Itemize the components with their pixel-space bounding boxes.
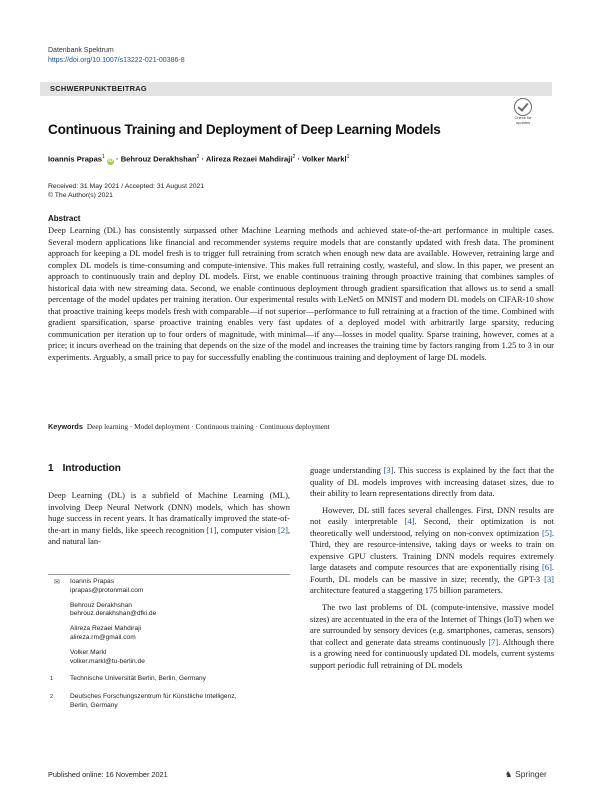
left-column (48, 490, 290, 548)
footnotes (48, 578, 290, 717)
received-accepted-dates: Received: 31 May 2021 / Accepted: 31 August 2021 (48, 183, 205, 190)
right-column (310, 465, 554, 671)
contact-name: Ioannis Prapas (70, 578, 114, 585)
author-affiliation-mark: 2 (292, 154, 296, 160)
paragraph-text: However, DL still faces several challenges. First, DNN results are not easily interpretable (310, 504, 554, 527)
intro-paragraph (310, 505, 554, 597)
paragraph-text: guage understanding (310, 465, 384, 475)
citation-link[interactable]: [1] (206, 524, 217, 535)
citation-link[interactable]: [3] (544, 573, 554, 584)
citation-link[interactable]: [4] (404, 516, 415, 527)
footnote-divider (48, 574, 290, 575)
envelope-icon: ✉ (54, 579, 60, 586)
author-affiliation-mark: 1 (346, 154, 350, 160)
author-list: Ioannis Prapas$^1$ iD · Behrouz Derakhshan$^2$ · Alireza Rezaei Mahdiraji$^2$ · Volker Markl$^1$ (48, 154, 350, 164)
citation-link[interactable]: [3] (383, 465, 394, 475)
contact-email[interactable]: alireza.rm@gmail.com (70, 633, 136, 641)
author-name: Ioannis Prapas (48, 154, 103, 164)
affiliation-entry (50, 675, 290, 684)
check-updates-icon (514, 98, 532, 116)
author-name: Alireza Rezaei Mahdiraji (205, 154, 293, 164)
section-number: 1 (48, 463, 54, 474)
check-for-updates-badge[interactable] (509, 98, 537, 126)
copyright-line: © The Author(s) 2021 (48, 192, 113, 199)
springer-horse-icon: ♞ (505, 770, 513, 779)
publisher-name: Springer (515, 769, 547, 779)
contact-name: Volker Markl (70, 648, 107, 656)
contact-name: Alireza Rezaei Mahdiraji (70, 625, 142, 633)
citation-link[interactable]: [5] (542, 527, 552, 538)
section-title: Introduction (62, 463, 121, 474)
article-category: SCHWERPUNKTBEITRAG (50, 84, 147, 93)
abstract-heading: Abstract (48, 214, 81, 223)
author-affiliation-mark: 1 (102, 154, 105, 160)
intro-paragraph (310, 602, 554, 671)
keywords-label: Keywords (48, 422, 83, 431)
paragraph-text: . Although there is a growing need for continuously updated DL models, current systems support periodic full retraining of DL models (310, 636, 555, 670)
orcid-icon[interactable]: iD (107, 157, 113, 164)
section-heading-introduction (48, 463, 121, 474)
affiliation-number: 1 (50, 676, 54, 683)
intro-paragraph (48, 490, 290, 548)
journal-name: Datenbank Spektrum (48, 47, 114, 54)
author-affiliation-mark: 2 (196, 154, 200, 160)
publisher-logo (505, 769, 547, 779)
published-online-date: Published online: 16 November 2021 (48, 770, 168, 779)
author-name: Volker Markl (301, 154, 347, 164)
affiliation-text: Technische Universität Berlin, Berlin, Germany (70, 675, 206, 683)
paragraph-text: . Second, their optimization is not theoretically well understood, relying on non-convex optimization (310, 516, 554, 538)
paragraph-text: , computer vision (216, 524, 279, 535)
contact-name: Behrouz Derakhshan (70, 601, 132, 609)
intro-paragraph (310, 465, 554, 500)
check-updates-label: Check for updates (514, 115, 532, 125)
keywords (48, 422, 330, 431)
citation-link[interactable]: [6] (542, 562, 552, 573)
paragraph-text: . This success is explained by the fact that the quality of DL models improves with increasing dataset sizes, due to their ability to learn representations directly from data. (310, 465, 554, 499)
citation-link[interactable]: [2] (278, 524, 288, 535)
paragraph-text: . Fourth, DL models can be massive in size; recently, the GPT-3 (310, 562, 554, 584)
author-name: Behrouz Derakhshan (120, 154, 197, 164)
paragraph-text: The two last problems of DL (compute-intensive, massive model sizes) are accentuated in the era of the Internet of Things (IoT) when we are surrounded by sensory devices (e.g. smartphones, cameras, sensors) that collect and generate data streams continuously (310, 602, 554, 647)
contact-email[interactable]: behrouz.derakhshan@dfki.de (70, 610, 157, 618)
citation-link[interactable]: [7] (488, 636, 499, 647)
paragraph-text: Deep Learning (DL) is a subfield of Machine Learning (ML), involving Deep Neural Network (DNN) models, which has shown huge success in recent years. It has dramatically improved the state-of-the-art in many fields, like speech recognition (48, 490, 290, 535)
contact-entry (70, 625, 290, 643)
affiliation-number: 2 (50, 694, 54, 701)
affiliation-entry (50, 693, 290, 711)
keywords-list: Deep learning · Model deployment · Continuous training · Continuous deployment (86, 422, 330, 431)
paper-title: Continuous Training and Deployment of Deep Learning Models (48, 122, 441, 137)
paragraph-text: , and natural lan- (48, 524, 290, 547)
doi-link[interactable]: https://doi.org/10.1007/s13222-021-00386-8 (48, 57, 185, 64)
abstract-text: Deep Learning (DL) has consistently surpassed other Machine Learning methods and achieved state-of-the-art performance in multiple cases. Several modern applications like financial and recommender systems require models that are constantly updated with fresh data. The prominent approach for keeping a DL model fresh is to trigger full retraining from scratch when enough new data are available. However, retraining large and complex DL models is time-consuming and compute-intensive. This makes full retraining costly, wasteful, and slow. In this paper, we present an approach to continuously train and deploy DL models. First, we enable continuous training through proactive training that combines samples of historical data with new streaming data. Second, we enable continuous deployment through gradient sparsification that allows us to send a small percentage of the model updates per training iteration. Our experimental results with LeNet5 on MNIST and modern DL models on CIFAR-10 show that proactive training keeps models fresh with comparable—if not superior—performance to full retraining at a fraction of the time. Combined with gradient sparsification, sparse proactive training enables very fast updates of a deployed model with arbitrarily large sparsity, reducing communication per iteration up to four orders of magnitude, with minimal—if any—losses in model quality. Sparse training, however, comes at a price; it incurs overhead on the training that depends on the size of the model and increases the training time by factors ranging from 1.25 to 3 in our experiments. Arguably, a small price to pay for successfully enabling the continuous training and deployment of large DL models. (48, 225, 554, 363)
contact-entry (70, 578, 290, 596)
contact-entry (70, 649, 290, 667)
affiliation-text: Deutsches Forschungszentrum für Künstliche Intelligenz, Berlin, Germany (70, 693, 237, 709)
contact-entry (70, 602, 290, 620)
contact-email[interactable]: volker.markl@tu-berlin.de (70, 657, 145, 665)
paragraph-text: . Third, they are resource-intensive, taking days or weeks to train on expensive GPU clusters. Training DNN models requires extremely large datasets and compute resources that are exponentially rising (310, 527, 554, 573)
paragraph-text: architecture featured a staggering 175 billion parameters. (310, 585, 503, 596)
contact-email[interactable]: iprapas@protonmail.com (70, 586, 144, 594)
